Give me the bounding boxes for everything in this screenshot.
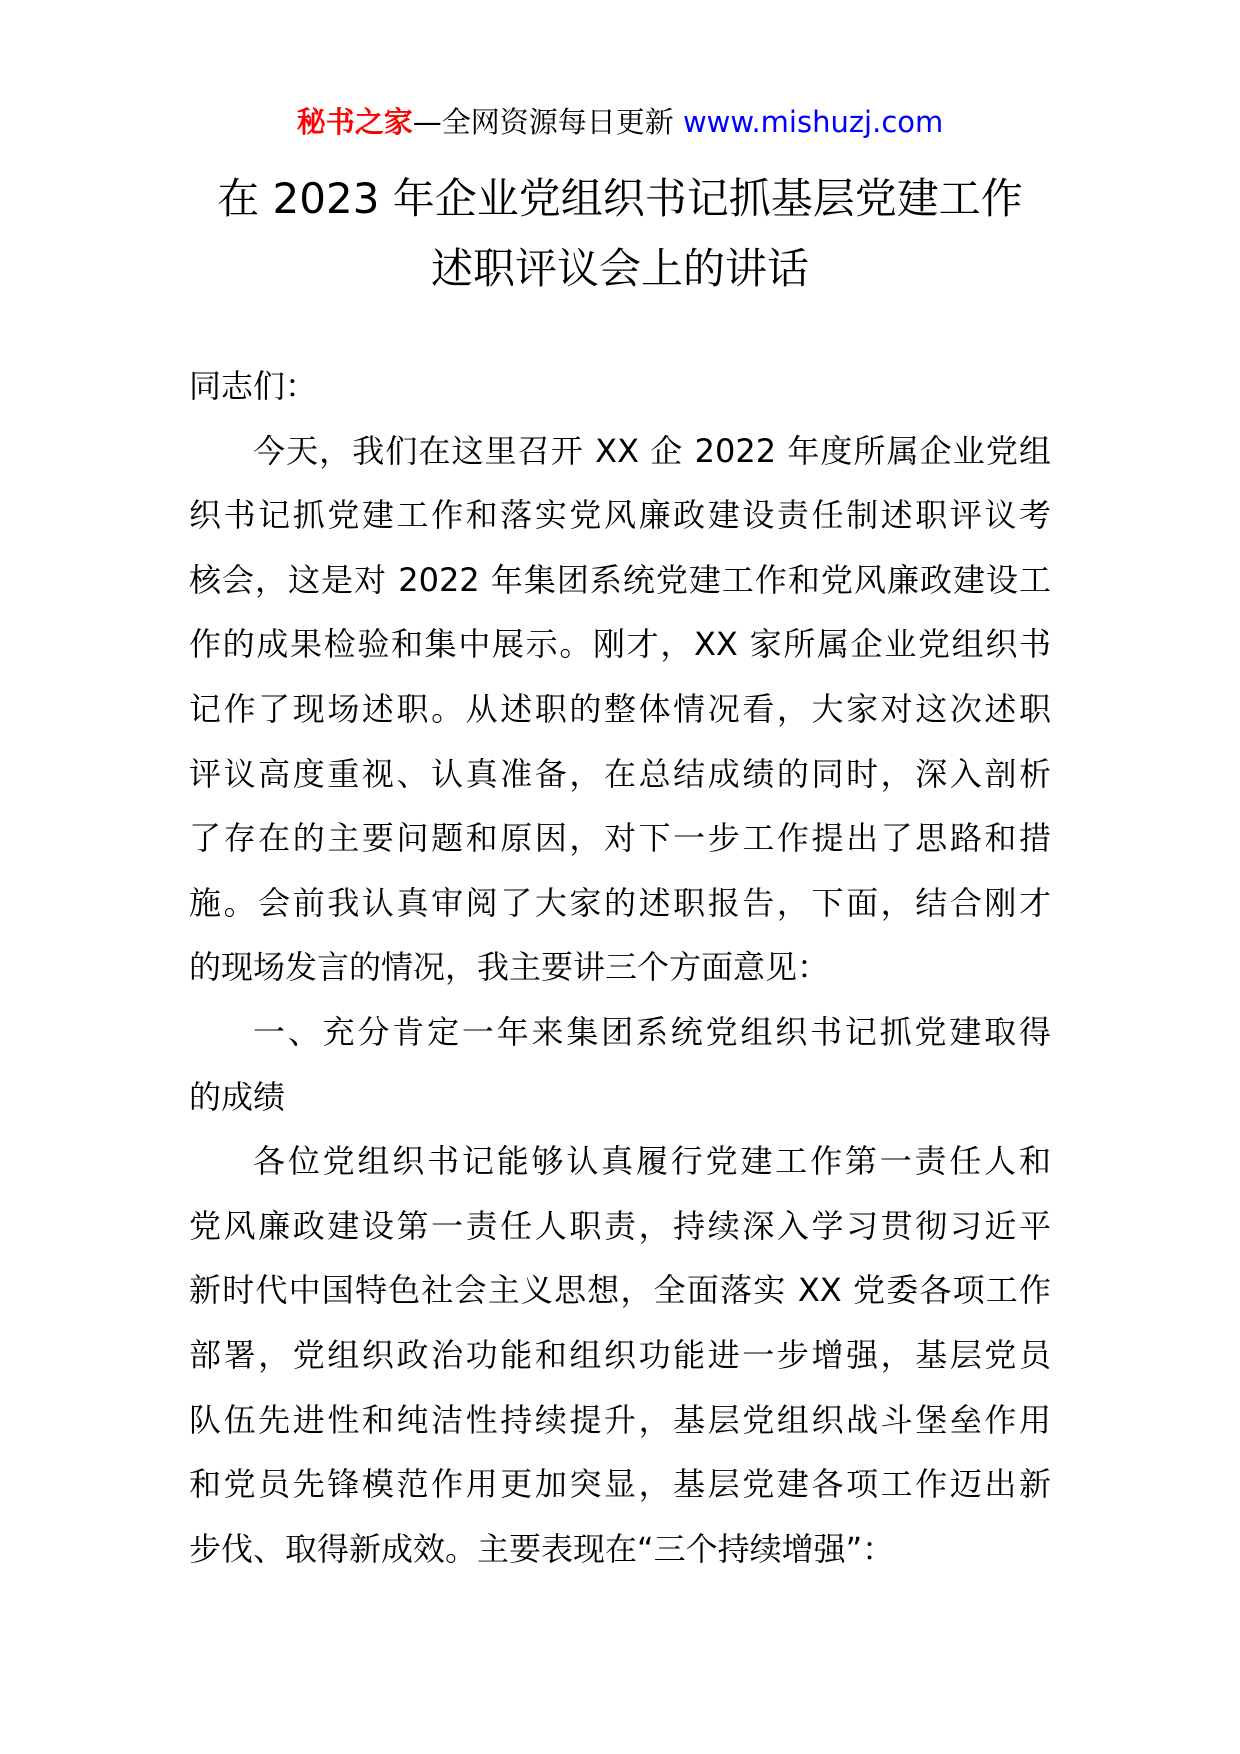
- paragraph-line: 施。会前我认真审阅了大家的述职报告，下面，结合刚才: [189, 883, 1051, 922]
- paragraph-opening: [189, 419, 1051, 1000]
- paragraph-line: 部署，党组织政治功能和组织功能进一步增强，基层党员: [189, 1335, 1051, 1374]
- paragraph-line: 党风廉政建设第一责任人职责，持续深入学习贯彻习近平: [189, 1206, 1051, 1245]
- heading-line: 的成绩: [189, 1077, 286, 1116]
- section-heading-1: [189, 1000, 1051, 1129]
- heading-line: 一、充分肯定一年来集团系统党组织书记抓党建取得: [253, 1012, 1051, 1051]
- paragraph-line: 记作了现场述职。从述职的整体情况看，大家对这次述职: [189, 689, 1051, 728]
- paragraph-line: 了存在的主要问题和原因，对下一步工作提出了思路和措: [189, 819, 1051, 858]
- paragraph-line: 的现场发言的情况，我主要讲三个方面意见：: [189, 948, 830, 987]
- site-header: [0, 100, 1240, 144]
- paragraph-line: 和党员先锋模范作用更加突显，基层党建各项工作迈出新: [189, 1465, 1051, 1504]
- paragraph-line: 新时代中国特色社会主义思想，全面落实 XX 党委各项工作: [189, 1271, 1051, 1310]
- paragraph-line: 今天，我们在这里召开 XX 企 2022 年度所属企业党组: [253, 431, 1051, 470]
- salutation: 同志们：: [189, 367, 318, 405]
- paragraph-line: 核会，这是对 2022 年集团系统党建工作和党风廉政建设工: [189, 560, 1051, 599]
- paragraph-line: 织书记抓党建工作和落实党风廉政建设责任制述职评议考: [189, 496, 1051, 535]
- document-title: [0, 164, 1240, 304]
- title-line-1: 在 2023 年企业党组织书记抓基层党建工作: [217, 174, 1023, 223]
- paragraph-achievements: [189, 1129, 1051, 1581]
- site-url-link[interactable]: www.mishuzj.com: [682, 105, 944, 139]
- document-body: [189, 354, 1051, 1581]
- paragraph-line: 作的成果检验和集中展示。刚才，XX 家所属企业党组织书: [189, 625, 1051, 664]
- paragraph-line: 队伍先进性和纯洁性持续提升，基层党组织战斗堡垒作用: [189, 1400, 1051, 1439]
- site-brand: 秘书之家: [296, 105, 413, 139]
- title-line-2: 述职评议会上的讲话: [430, 244, 809, 293]
- paragraph-line: 步伐、取得新成效。主要表现在“三个持续增强”：: [189, 1529, 895, 1568]
- site-tagline: —全网资源每日更新: [412, 105, 683, 139]
- paragraph-line: 评议高度重视、认真准备，在总结成绩的同时，深入剖析: [189, 754, 1051, 793]
- paragraph-line: 各位党组织书记能够认真履行党建工作第一责任人和: [253, 1142, 1051, 1181]
